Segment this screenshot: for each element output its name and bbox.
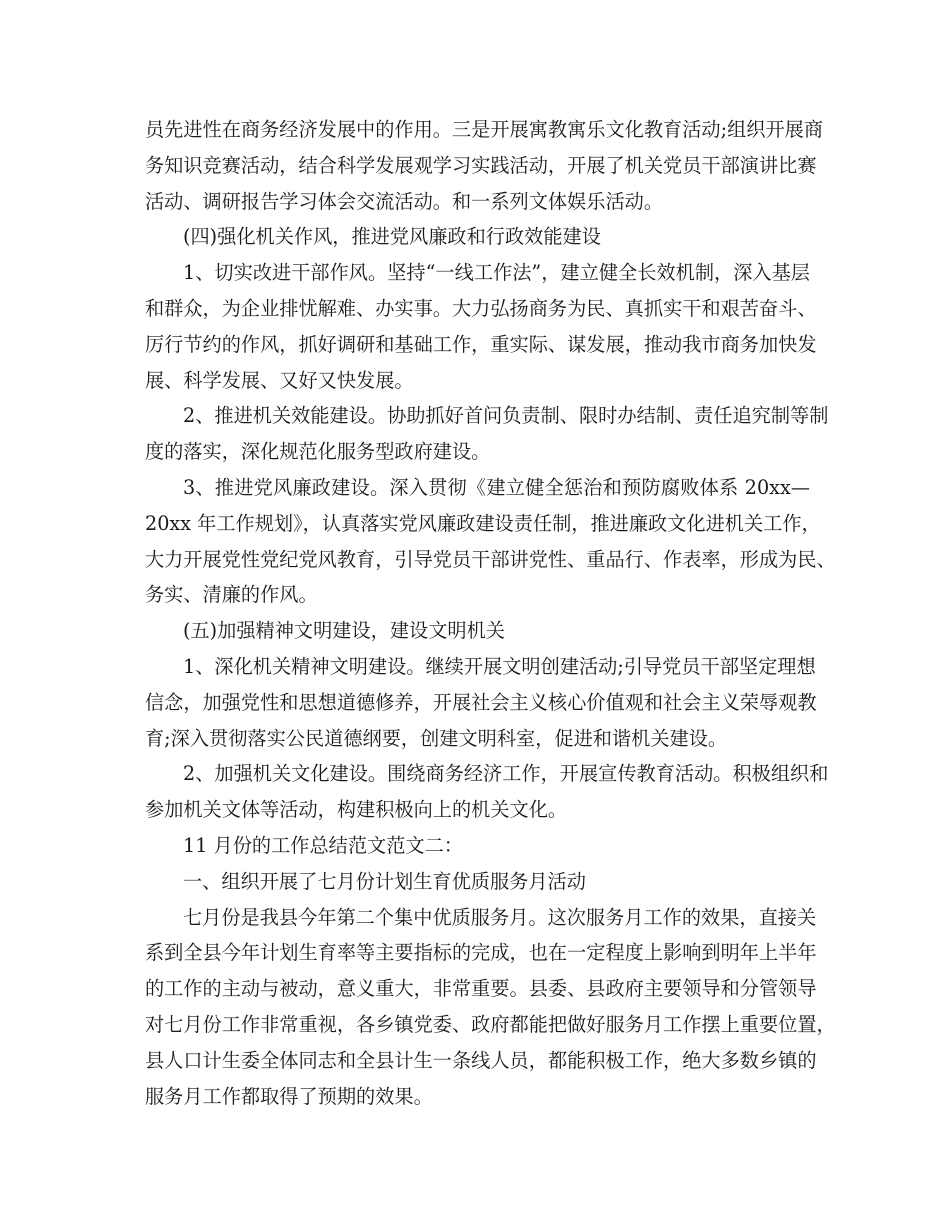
text-line: 大力开展党性党纪党风教育，引导党员干部讲党性、重品行、作表率，形成为民、 [145,547,836,571]
text-line: 一、组织开展了七月份计划生育优质服务月活动 [183,869,586,893]
text-line: 信念，加强党性和思想道德修养，开展社会主义核心价值观和社会主义荣辱观教 [145,690,817,714]
text-line: 2、加强机关文化建设。围绕商务经济工作，开展宣传教育活动。积极组织和 [183,762,829,786]
text-line: 度的落实，深化规范化服务型政府建设。 [145,440,491,464]
text-line: 育;深入贯彻落实公民道德纲要，创建文明科室，促进和谐机关建设。 [145,726,728,750]
text-line: 和群众，为企业排忧解难、办实事。大力弘扬商务为民、真抓实干和艰苦奋斗、 [145,296,817,320]
document-body [145,112,836,1114]
text-line: 务知识竞赛活动，结合科学发展观学习实践活动，开展了机关党员干部演讲比赛 [145,153,817,177]
text-line: 活动、调研报告学习体会交流活动。和一系列文体娱乐活动。 [145,189,664,213]
text-line: 系到全县今年计划生育率等主要指标的完成，也在一定程度上影响到明年上半年 [145,941,817,965]
text-line: 1、深化机关精神文明建设。继续开展文明创建活动;引导党员干部坚定理想 [183,654,816,678]
text-line: 县人口计生委全体同志和全县计生一条线人员，都能积极工作，绝大多数乡镇的 [145,1048,817,1072]
text-line: 员先进性在商务经济发展中的作用。三是开展寓教寓乐文化教育活动;组织开展商 [145,118,824,141]
text-line: (四)强化机关作风，推进党风廉政和行政效能建设 [183,225,601,249]
text-line: 对七月份工作非常重视，各乡镇党委、政府都能把做好服务月工作摆上重要位置， [145,1012,836,1036]
text-line: 展、科学发展、又好又快发展。 [145,368,414,392]
text-line: 3、推进党风廉政建设。深入贯彻《建立健全惩治和预防腐败体系 20xx— [183,475,810,499]
text-line: 服务月工作都取得了预期的效果。 [145,1084,433,1108]
text-line: 务实、清廉的作风。 [145,583,318,607]
text-line: 参加机关文体等活动，构建积极向上的机关文化。 [145,798,568,822]
text-line: 11 月份的工作总结范文范文二： [183,833,463,857]
text-line: 七月份是我县今年第二个集中优质服务月。这次服务月工作的效果，直接关 [183,905,817,929]
text-line: 2、推进机关效能建设。协助抓好首问负责制、限时办结制、责任追究制等制 [183,404,829,428]
text-line: 的工作的主动与被动，意义重大，非常重要。县委、县政府主要领导和分管领导 [145,977,817,1001]
text-line: 1、切实改进干部作风。坚持“一线工作法”，建立健全长效机制，深入基层 [183,261,810,285]
text-line: 20xx 年工作规划》，认真落实党风廉政建设责任制，推进廉政文化进机关工作， [145,511,821,535]
text-line: (五)加强精神文明建设，建设文明机关 [183,619,505,643]
text-line: 厉行节约的作风，抓好调研和基础工作，重实际、谋发展，推动我市商务加快发 [145,332,817,356]
